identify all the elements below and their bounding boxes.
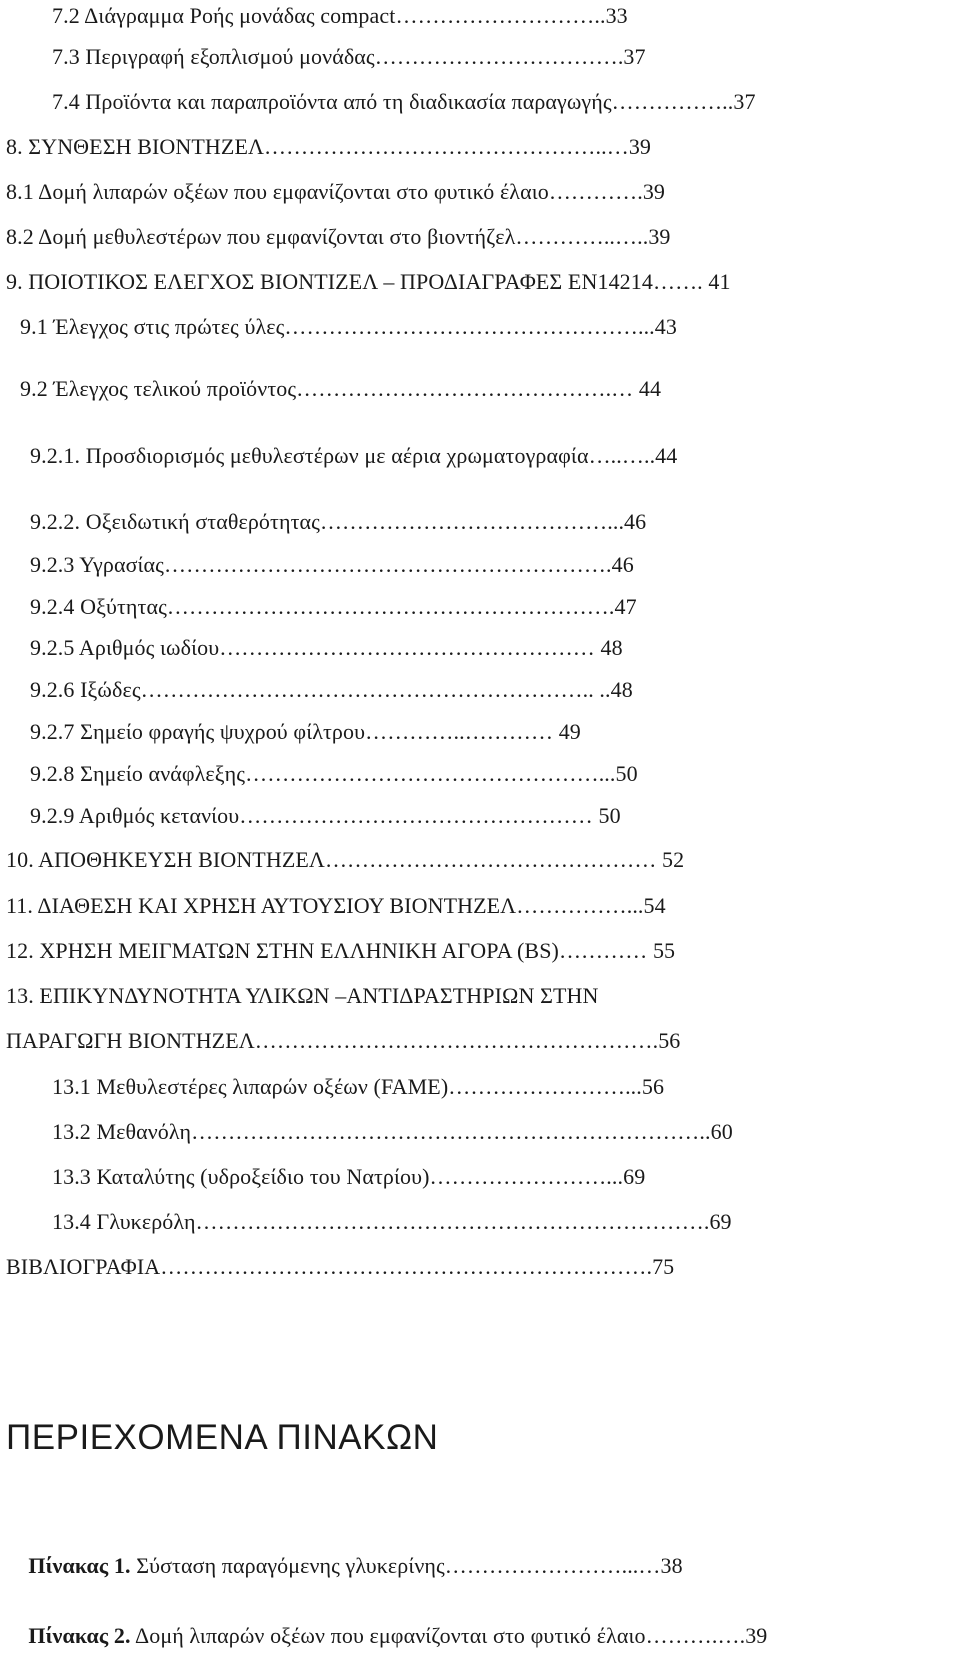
toc-entry-9-2-7[interactable]: 9.2.7 Σημείο φραγής ψυχρού φίλτρου…………..………… 49 [30, 719, 581, 744]
tables-heading: ΠΕΡΙΕΧΟΜΕΝΑ ΠΙΝΑΚΩΝ [6, 1418, 439, 1457]
toc-entry-9-2-3[interactable]: 9.2.3 Υγρασίας…………………………………………………….46 [30, 552, 634, 577]
toc-entry-10[interactable]: 10. ΑΠΟΘΗΚΕΥΣΗ ΒΙΟΝΤΗΖΕΛ……………………………………… 52 [6, 847, 685, 872]
toc-entry-8-2[interactable]: 8.2 Δομή μεθυλεστέρων που εμφανίζονται στο βιοντήζελ…………..…..39 [6, 224, 671, 249]
toc-entry-13-1[interactable]: 13.1 Μεθυλεστέρες λιπαρών οξέων (FAME)……………………...56 [52, 1074, 665, 1099]
toc-entry-9-2-9[interactable]: 9.2.9 Αριθμός κετανίου………………………………………… 50 [30, 803, 621, 828]
toc-entry-9-2[interactable]: 9.2 Έλεγχος τελικού προϊόντος…………………………………….… 44 [20, 376, 662, 401]
toc-entry-13-cont[interactable]: ΠΑΡΑΓΩΓΗ ΒΙΟΝΤΗΖΕΛ……………………………………………….56 [6, 1028, 681, 1053]
toc-entry-9-2-6[interactable]: 9.2.6 Ιξώδες…………………………………………………….. ..48 [30, 677, 633, 702]
toc-entry-8-1[interactable]: 8.1 Δομή λιπαρών οξέων που εμφανίζονται στο φυτικό έλαιο………….39 [6, 179, 666, 204]
toc-entry-13[interactable]: 13. ΕΠΙΚΥΝΔΥΝΟΤΗΤΑ ΥΛΙΚΩΝ –ΑΝΤΙΔΡΑΣΤΗΡΙΩΝ ΣΤΗΝ [6, 983, 599, 1008]
table-entry-text: Σύσταση παραγόμενης γλυκερίνης……………………...…38 [130, 1553, 683, 1578]
toc-entry-9-2-8[interactable]: 9.2.8 Σημείο ανάφλεξης…………………………………………...50 [30, 761, 638, 786]
toc-entry-8[interactable]: 8. ΣΥΝΘΕΣΗ ΒΙΟΝΤΗΖΕΛ………………………………………..…39 [6, 134, 652, 159]
toc-entry-7-4[interactable]: 7.4 Προϊόντα και παραπροϊόντα από τη διαδικασία παραγωγής……………..37 [52, 89, 756, 114]
toc-entry-9-2-4[interactable]: 9.2.4 Οξύτητας…………………………………………………….47 [30, 594, 637, 619]
toc-entry-13-3[interactable]: 13.3 Καταλύτης (υδροξείδιο του Νατρίου)……………………...69 [52, 1164, 646, 1189]
table-entry-label: Πίνακας 1. [28, 1553, 131, 1578]
toc-entry-12[interactable]: 12. ΧΡΗΣΗ ΜΕΙΓΜΑΤΩΝ ΣΤΗΝ ΕΛΛΗΝΙΚΗ ΑΓΟΡΑ (BS)………… 55 [6, 938, 676, 963]
toc-entry-9-1[interactable]: 9.1 Έλεγχος στις πρώτες ύλες…………………………………………...43 [20, 314, 677, 339]
table-entry-text: Δομή λιπαρών οξέων που εμφανίζονται στο φυτικό έλαιο……….….39 [130, 1623, 768, 1648]
toc-entry-11[interactable]: 11. ΔΙΑΘΕΣΗ ΚΑΙ ΧΡΗΣΗ ΑΥΤΟΥΣΙΟΥ ΒΙΟΝΤΗΖΕΛ……………...54 [6, 893, 666, 918]
toc-entry-7-3[interactable]: 7.3 Περιγραφή εξοπλισμού μονάδας…………………………….37 [52, 44, 646, 69]
table-entry-2[interactable] [6, 1594, 767, 1678]
toc-entry-13-4[interactable]: 13.4 Γλυκερόλη…………………………………………………………….69 [52, 1209, 732, 1234]
toc-entry-13-2[interactable]: 13.2 Μεθανόλη……………………………………………………………..60 [52, 1119, 733, 1144]
toc-entry-9[interactable]: 9. ΠΟΙΟΤΙΚΟΣ ΕΛΕΓΧΟΣ ΒΙΟΝΤΙΖΕΛ – ΠΡΟΔΙΑΓΡΑΦΕΣ EN14214……. 41 [6, 269, 731, 294]
toc-entry-bibliography[interactable]: ΒΙΒΛΙΟΓΡΑΦΙΑ………………………………………………………….75 [6, 1254, 675, 1279]
table-entry-label: Πίνακας 2. [28, 1623, 131, 1648]
toc-entry-9-2-2[interactable]: 9.2.2. Οξειδωτική σταθερότητας…………………………………...46 [30, 509, 647, 534]
toc-entry-7-2[interactable]: 7.2 Διάγραμμα Ροής μονάδας compact………………………..33 [52, 3, 628, 28]
toc-entry-9-2-1[interactable]: 9.2.1. Προσδιορισμός μεθυλεστέρων με αέρια χρωματογραφία…..…..44 [30, 443, 678, 468]
toc-entry-9-2-5[interactable]: 9.2.5 Αριθμός ιωδίου…………………………………………… 48 [30, 635, 623, 660]
